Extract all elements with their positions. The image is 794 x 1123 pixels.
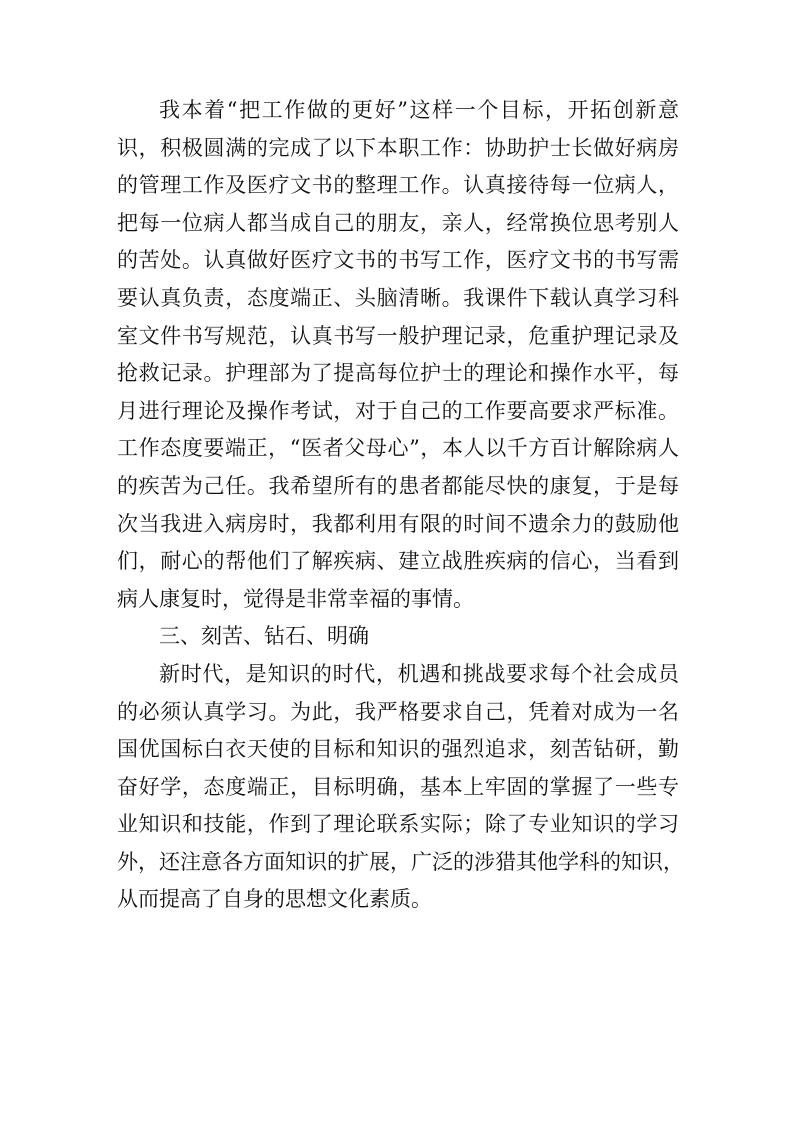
paragraph-line: 新时代，是知识的时代，机遇和挑战要求每个社会成员 xyxy=(159,661,679,686)
paragraph-line: 的疾苦为己任。我希望所有的患者都能尽快的康复，于是每 xyxy=(117,473,679,498)
paragraph-line: 识，积极圆满的完成了以下本职工作：协助护士长做好病房 xyxy=(117,135,679,160)
section-heading: 三、刻苦、钻石、明确 xyxy=(159,624,369,649)
paragraph-line: 从而提高了自身的思想文化素质。 xyxy=(117,887,432,912)
paragraph-line: 的苦处。认真做好医疗文书的书写工作，医疗文书的书写需 xyxy=(117,248,679,273)
paragraph-line: 工作态度要端正，“医者父母心”，本人以千方百计解除病人 xyxy=(117,436,679,461)
paragraph-line: 业知识和技能，作到了理论联系实际；除了专业知识的学习 xyxy=(117,812,679,837)
paragraph-line: 国优国标白衣天使的目标和知识的强烈追求，刻苦钻研，勤 xyxy=(117,737,679,762)
document-body xyxy=(117,92,684,919)
paragraph-line: 外，还注意各方面知识的扩展，广泛的涉猎其他学科的知识， xyxy=(117,849,684,874)
paragraph-line: 月进行理论及操作考试，对于自己的工作要高要求严标准。 xyxy=(117,398,679,423)
paragraph-line: 们，耐心的帮他们了解疾病、建立战胜疾病的信心，当看到 xyxy=(117,549,679,574)
paragraph-line: 我本着“把工作做的更好”这样一个目标，开拓创新意 xyxy=(159,98,679,122)
paragraph-line: 的必须认真学习。为此，我严格要求自己，凭着对成为一名 xyxy=(117,699,679,724)
paragraph-line: 室文件书写规范，认真书写一般护理记录，危重护理记录及 xyxy=(117,323,679,348)
paragraph-line: 抢救记录。护理部为了提高每位护士的理论和操作水平，每 xyxy=(117,361,679,386)
paragraph-line: 把每一位病人都当成自己的朋友，亲人，经常换位思考别人 xyxy=(117,210,679,235)
paragraph-line: 的管理工作及医疗文书的整理工作。认真接待每一位病人， xyxy=(117,173,679,198)
paragraph-line: 要认真负责，态度端正、头脑清晰。我课件下载认真学习科 xyxy=(117,285,679,310)
paragraph-line: 次当我进入病房时，我都利用有限的时间不遗余力的鼓励他 xyxy=(117,511,679,536)
paragraph-line: 病人康复时，觉得是非常幸福的事情。 xyxy=(117,586,474,611)
paragraph-line: 奋好学，态度端正，目标明确，基本上牢固的掌握了一些专 xyxy=(117,774,679,799)
